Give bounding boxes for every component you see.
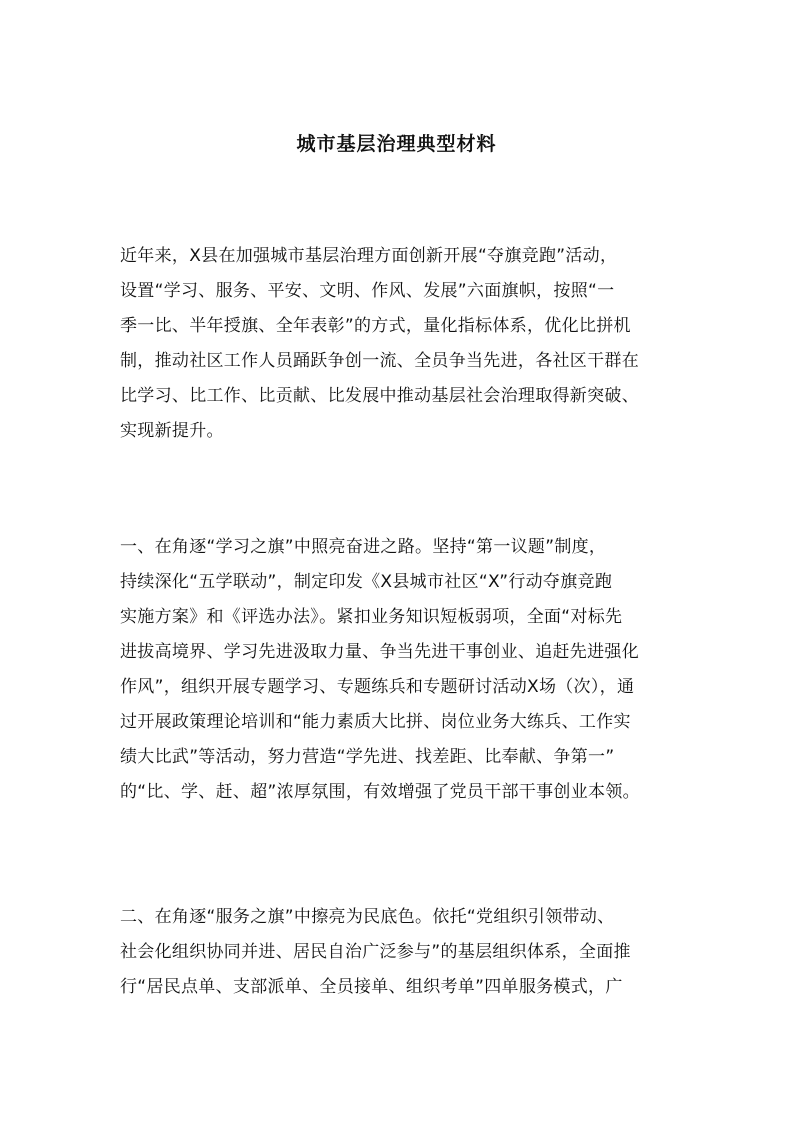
paragraph-section-1 xyxy=(120,530,640,810)
text-line: 的“比、学、赶、超”浓厚氛围，有效增强了党员干部干事创业本领。 xyxy=(120,782,640,802)
text-line: 社会化组织协同并进、居民自治广泛参与”的基层组织体系，全面推 xyxy=(120,942,631,962)
paragraph-intro xyxy=(120,239,639,449)
text-line: 作风”，组织开展专题学习、专题练兵和专题研讨活动X场（次），通 xyxy=(120,677,635,697)
text-line: 设置“学习、服务、平安、文明、作风、发展”六面旗帜，按照“一 xyxy=(120,281,615,301)
paragraph-section-2 xyxy=(120,900,631,1005)
text-line: 二、在角逐“服务之旗”中擦亮为民底色。依托“党组织引领带动、 xyxy=(120,907,615,927)
text-line: 实施方案》和《评选办法》。紧扣业务知识短板弱项，全面“对标先 xyxy=(120,607,623,627)
text-line: 近年来，X县在加强城市基层治理方面创新开展“夺旗竞跑”活动， xyxy=(120,246,618,266)
text-line: 绩大比武”等活动，努力营造“学先进、找差距、比奉献、争第一” xyxy=(120,747,615,767)
document-title: 城市基层治理典型材料 xyxy=(296,133,497,155)
text-line: 实现新提升。 xyxy=(120,421,224,441)
text-line: 进拔高境界、学习先进汲取力量、争当先进干事创业、追赶先进强化 xyxy=(120,642,639,662)
text-line: 一、在角逐“学习之旗”中照亮奋进之路。坚持“第一议题”制度， xyxy=(120,537,607,557)
text-line: 比学习、比工作、比贡献、比发展中推动基层社会治理取得新突破、 xyxy=(120,386,639,406)
text-line: 制，推动社区工作人员踊跃争创一流、全员争当先进，各社区干群在 xyxy=(120,351,639,371)
text-line: 过开展政策理论培训和“能力素质大比拼、岗位业务大练兵、工作实 xyxy=(120,712,631,732)
text-line: 季一比、半年授旗、全年表彰”的方式，量化指标体系，优化比拼机 xyxy=(120,316,631,336)
text-line: 行“居民点单、支部派单、全员接单、组织考单”四单服务模式，广 xyxy=(120,977,623,997)
text-line: 持续深化“五学联动”，制定印发《X县城市社区“X”行动夺旗竞跑 xyxy=(120,572,613,592)
